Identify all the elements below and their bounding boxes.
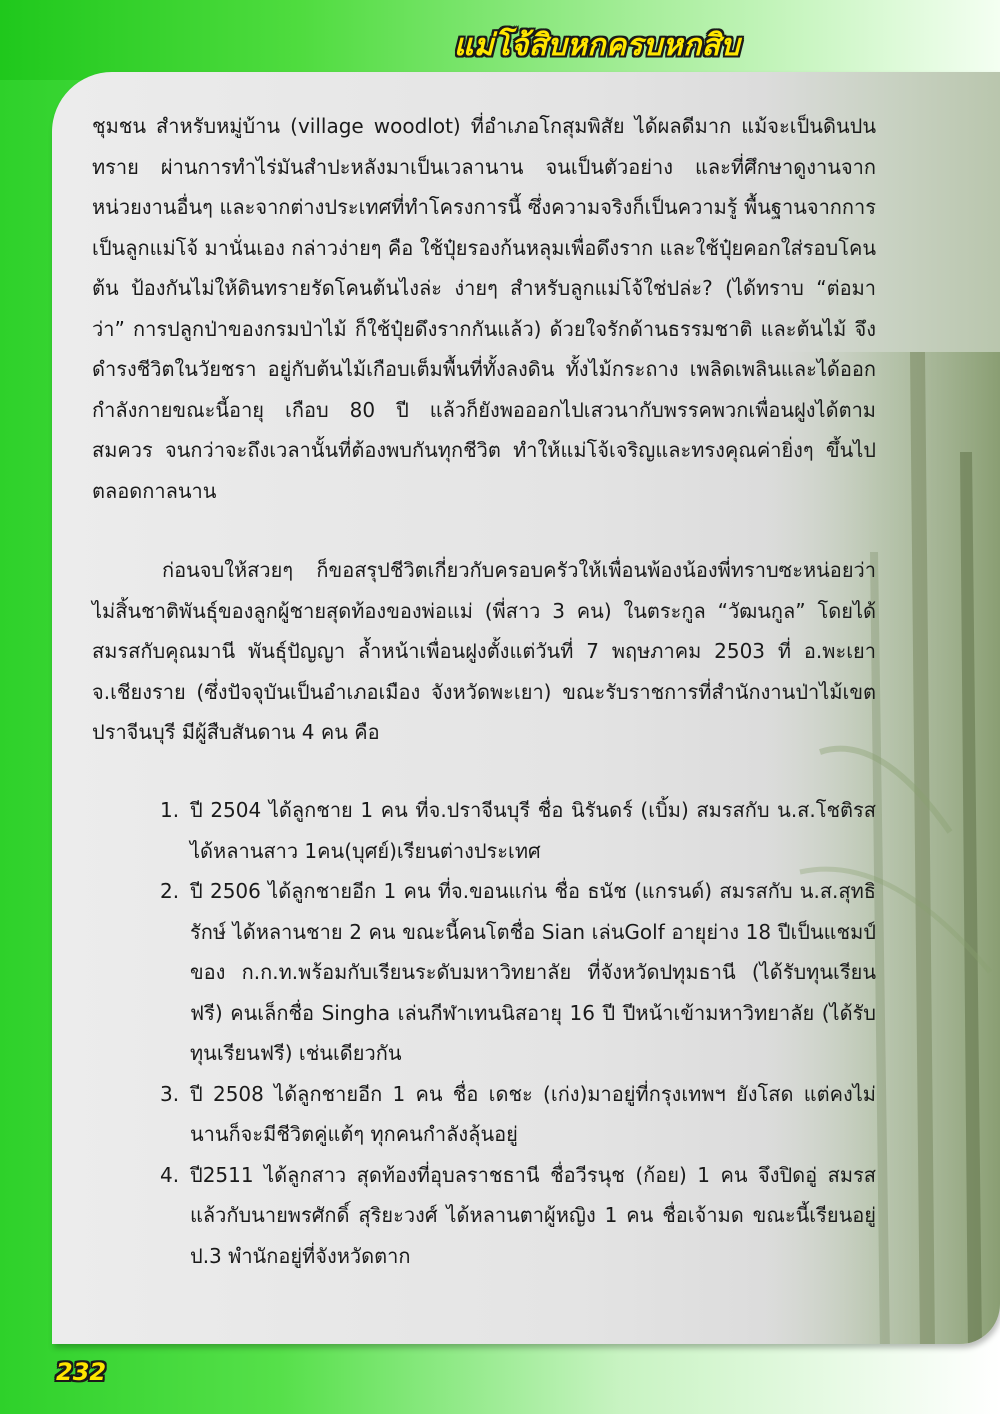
header-band — [0, 0, 1000, 80]
page-number: 232 — [56, 1358, 107, 1386]
list-item-number: 3. — [160, 1081, 180, 1106]
list-item-number: 2. — [160, 879, 180, 903]
list-item — [160, 1074, 876, 1155]
header-title: แม่โจ้สิบหกครบหกสิบ — [453, 28, 740, 63]
list-item — [160, 1155, 876, 1277]
list-item-text: ปี2511 ได้ลูกสาว สุดท้องที่อุบลราชธานี ชื่อวีรนุช (ก้อย) 1 คน จึงปิดอู่ สมรสแล้วกับนายพรศักดิ์ สุริยะวงศ์ ได้หลานตาผู้หญิง 1 คน ชื่อเจ้ามด ขณะนี้เรียนอยู่ ป.3 พำนักอยู่ที่จังหวัดตาก — [190, 1162, 876, 1268]
body-paragraph-2: ก่อนจบให้สวยๆ ก็ขอสรุปชีวิตเกี่ยวกับครอบครัวให้เพื่อนพ้องน้องพี่ทราบซะหน่อยว่าไม่สิ้นชาติพันธุ์ของลูกผู้ชายสุดท้องของพ่อแม่ (พี่สาว 3 คน) ในตระกูล “วัฒนกูล” โดยได้สมรสกับคุณมานี พันธุ์ปัญญา ล้ำหน้าเพื่อนฝูงตั้งแต่วันที่ 7 พฤษภาคม 2503 ที่ อ.พะเยา จ.เชียงราย (ซึ่งปัจจุบันเป็นอำเภอเมือง จังหวัดพะเยา) ขณะรับราชการที่สำนักงานป่าไม้เขตปราจีนบุรี มีผู้สืบสันดาน 4 คน คือ — [92, 558, 876, 744]
list-item — [160, 871, 876, 1074]
list-item-number: 1. — [160, 798, 180, 822]
list-item — [160, 790, 876, 871]
body-paragraph-1: ชุมชน สำหรับหมู่บ้าน (village woodlot) ที่อำเภอโกสุมพิสัย ได้ผลดีมาก แม้จะเป็นดินปนทราย ผ่านการทำไร่มันสำปะหลังมาเป็นเวลานาน จนเป็นตัวอย่าง และที่ศึกษาดูงานจากหน่วยงานอื่นๆ และจากต่างประเทศที่ทำโครงการนี้ ซึ่งความจริงก็เป็นความรู้ พื้นฐานจากการเป็นลูกแม่โจ้ มานั่นเอง กล่าวง่ายๆ คือ ใช้ปุ๋ยรองก้นหลุมเพื่อดึงราก และใช้ปุ๋ยคอกใส่รอบโคนต้น ป้องกันไม่ให้ดินทรายรัดโคนต้นไงล่ะ ง่ายๆ สำหรับลูกแม่โจ้ใช่ปล่ะ? (ได้ทราบ “ต่อมาว่า” การปลูกป่าของกรมป่าไม้ ก็ใช้ปุ๋ยดึงรากกันแล้ว) ด้วยใจรักด้านธรรมชาติ และต้นไม้ จึงดำรงชีวิตในวัยชรา อยู่กับต้นไม้เกือบเต็มพื้นที่ทั้งลงดิน ทั้งไม้กระถาง เพลิดเพลินและได้ออกกำลังกายขณะนี้อายุ เกือบ 80 ปี แล้วก็ยังพอออกไปเสวนากับพรรคพวกเพื่อนฝูงได้ตามสมควร จนกว่าจะถึงเวลานั้นที่ต้องพบกันทุกชีวิต ทำให้แม่โจ้เจริญและทรงคุณค่ายิ่งๆ ขึ้นไป ตลอดกาลนาน — [92, 114, 876, 503]
list-item-text: ปี 2508 ได้ลูกชายอีก 1 คน ชื่อ เดชะ (เก่ง)มาอยู่ที่กรุงเทพฯ ยังโสด แต่คงไม่นานก็จะมีชีวิตคู่แต้ๆ ทุกคนกำลังลุ้นอยู่ — [190, 1081, 876, 1146]
list-item-text: ปี 2506 ได้ลูกชายอีก 1 คน ที่จ.ขอนแก่น ชื่อ ธนัช (แกรนด์) สมรสกับ น.ส.สุทธิรักษ์ ได้หลานชาย 2 คน ขณะนี้คนโตชื่อ Sian เล่นGolf อายุย่าง 18 ปีเป็นแชมป์ของ ก.ก.ท.พร้อมกับเรียนระดับมหาวิทยาลัย ที่จังหวัดปทุมธานี (ได้รับทุนเรียนฟรี) คนเล็กชื่อ Singha เล่นกีฬาเทนนิสอายุ 16 ปี ปีหน้าเข้ามหาวิทยาลัย (ได้รับทุนเรียนฟรี) เช่นเดียวกัน — [190, 879, 876, 1065]
list-item-text: ปี 2504 ได้ลูกชาย 1 คน ที่จ.ปราจีนบุรี ชื่อ นิรันดร์ (เบิ้ม) สมรสกับ น.ส.โชติรส ได้หลานสาว 1คน(บุศย์)เรียนต่างประเทศ — [190, 798, 876, 863]
list-item-number: 4. — [160, 1162, 180, 1187]
children-list — [160, 790, 876, 1276]
